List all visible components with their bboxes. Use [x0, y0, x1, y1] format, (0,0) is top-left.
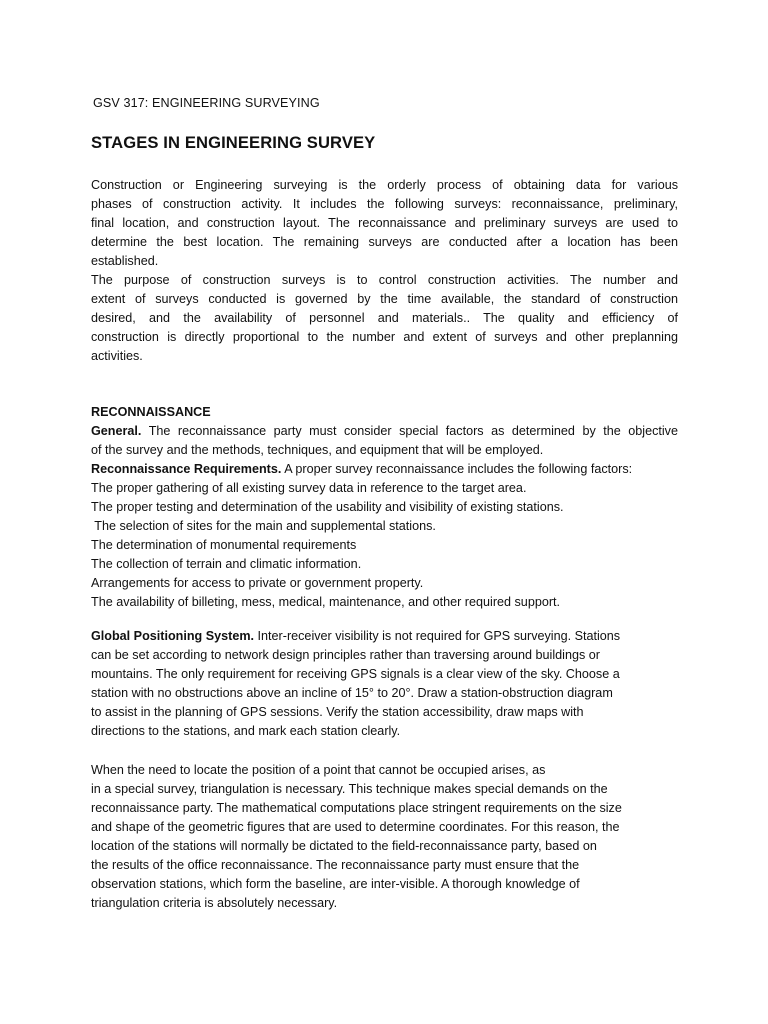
factor-item: The selection of sites for the main and supplemental stations.: [91, 519, 436, 533]
general-line: [91, 422, 678, 441]
gps-label: Global Positioning System.: [91, 629, 255, 643]
general-text: The reconnaissance party must consider special factors as determined by the objective: [141, 424, 678, 438]
text-line: activities.: [91, 349, 143, 363]
text-line: determine the best location. The remaining surveys are conducted after a location has been: [91, 235, 678, 249]
course-code: GSV 317: ENGINEERING SURVEYING: [93, 96, 320, 110]
text-line: established.: [91, 254, 159, 268]
requirements-line: [91, 460, 678, 479]
text-line: The purpose of construction surveys is to control construction activities. The number and: [91, 273, 678, 287]
text-line: reconnaissance party. The mathematical computations place stringent requirements on the size: [91, 801, 622, 815]
section-heading-reconnaissance: RECONNAISSANCE: [91, 405, 211, 419]
reconnaissance-section: [91, 422, 678, 612]
text-line: the results of the office reconnaissance. The reconnaissance party must ensure that the: [91, 858, 580, 872]
general-label: General.: [91, 424, 142, 438]
text-line: When the need to locate the position of a point that cannot be occupied arises, as: [91, 763, 546, 777]
text-line: triangulation criteria is absolutely necessary.: [91, 896, 338, 910]
text-line: phases of construction activity. It includes the following surveys: reconnaissance, preliminary,: [91, 197, 678, 211]
intro-paragraph-1: [91, 176, 678, 271]
text-line: directions to the stations, and mark each station clearly.: [91, 724, 401, 738]
text-line: construction is directly proportional to the number and extent of surveys and other preplanning: [91, 330, 678, 344]
text-line: desired, and the availability of personnel and materials.. The quality and efficiency of: [91, 311, 678, 325]
intro-paragraph-2: [91, 271, 678, 366]
text-line: station with no obstructions above an incline of 15° to 20°. Draw a station-obstruction diagram: [91, 686, 613, 700]
factor-item: The proper gathering of all existing survey data in reference to the target area.: [91, 481, 527, 495]
gps-text: Inter-receiver visibility is not required for GPS surveying. Stations: [254, 629, 621, 643]
text-line: location of the stations will normally be dictated to the field-reconnaissance party, based on: [91, 839, 597, 853]
page-title: STAGES IN ENGINEERING SURVEY: [91, 133, 376, 152]
triangulation-paragraph: [91, 761, 691, 913]
text-line: to assist in the planning of GPS sessions. Verify the station accessibility, draw maps with: [91, 705, 584, 719]
text-line: observation stations, which form the baseline, are inter-visible. A thorough knowledge of: [91, 877, 580, 891]
gps-paragraph: [91, 627, 691, 741]
text-line: of the survey and the methods, techniques, and equipment that will be employed.: [91, 443, 544, 457]
text-line: Construction or Engineering surveying is the orderly process of obtaining data for various: [91, 178, 678, 192]
text-line: and shape of the geometric figures that are used to determine coordinates. For this reason, the: [91, 820, 620, 834]
text-line: final location, and construction layout. The reconnaissance and preliminary surveys are used to: [91, 216, 678, 230]
factor-item: The availability of billeting, mess, medical, maintenance, and other required support.: [91, 595, 561, 609]
requirements-text: A proper survey reconnaissance includes the following factors:: [281, 462, 633, 476]
factor-item: The collection of terrain and climatic information.: [91, 557, 362, 571]
requirements-label: Reconnaissance Requirements.: [91, 462, 282, 476]
text-line: extent of surveys conducted is governed by the time available, the standard of construction: [91, 292, 678, 306]
text-line: mountains. The only requirement for receiving GPS signals is a clear view of the sky. Choose a: [91, 667, 620, 681]
factor-item: The determination of monumental requirements: [91, 538, 357, 552]
text-line: can be set according to network design principles rather than traversing around buildings or: [91, 648, 600, 662]
gps-first-line: [91, 627, 691, 646]
factor-item: Arrangements for access to private or government property.: [91, 576, 424, 590]
factor-item: The proper testing and determination of the usability and visibility of existing stations.: [91, 500, 564, 514]
text-line: in a special survey, triangulation is necessary. This technique makes special demands on the: [91, 782, 608, 796]
